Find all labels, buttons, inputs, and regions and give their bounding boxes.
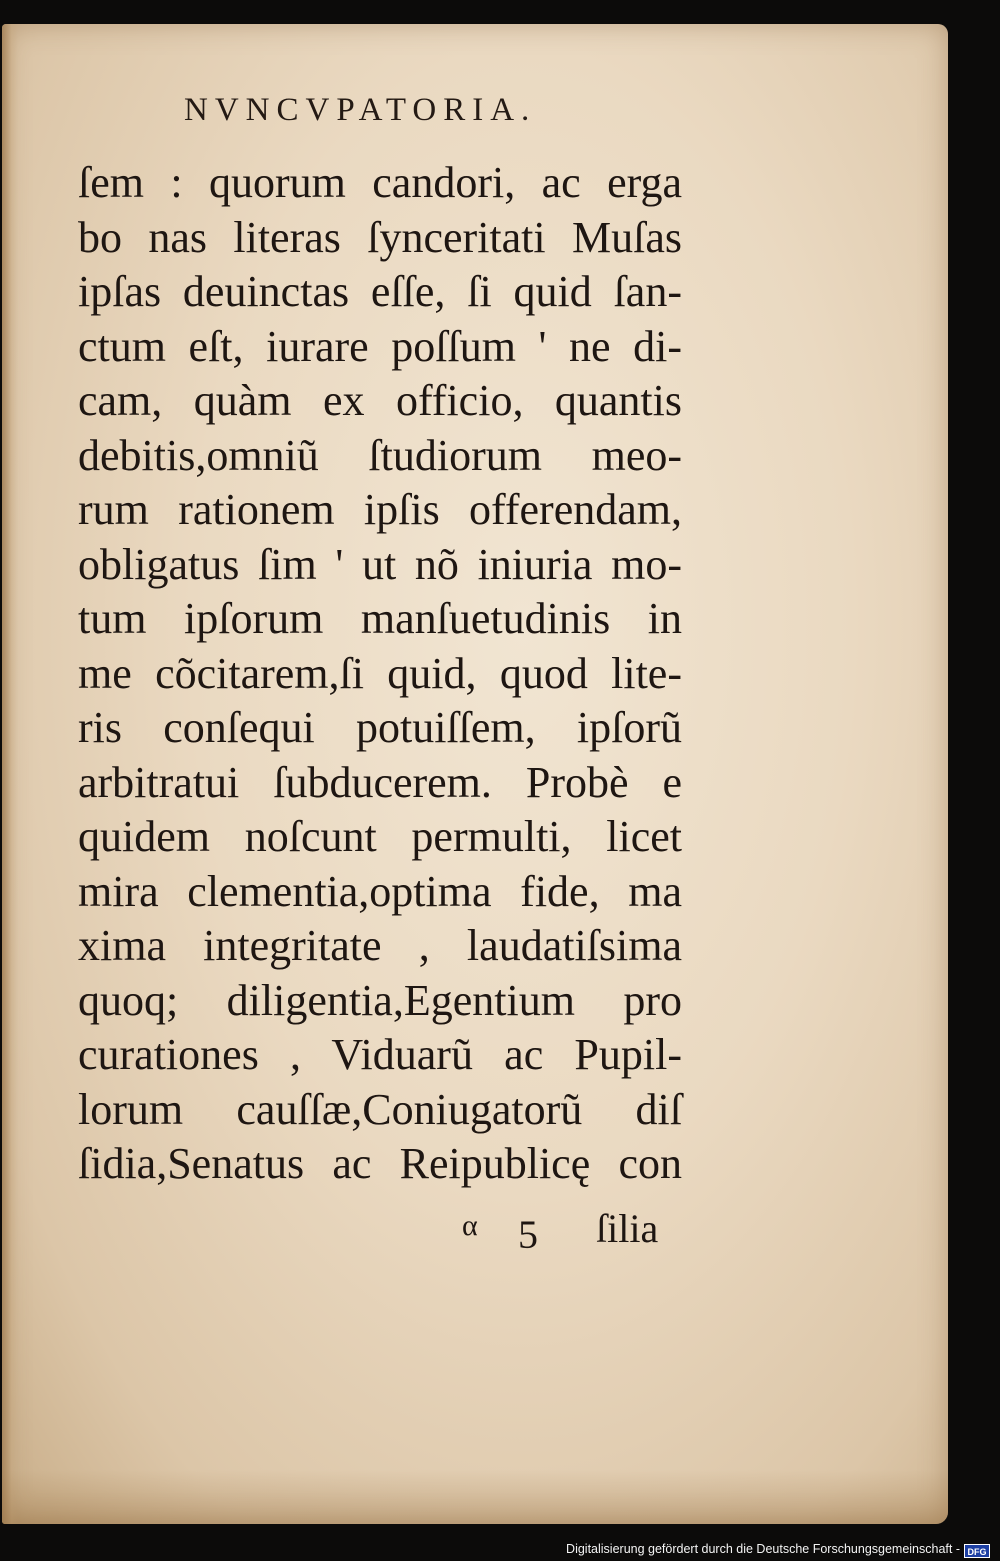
text-line: rum rationem ipſis offerendam,: [78, 485, 682, 534]
catchword: ſilia: [596, 1206, 659, 1251]
text-line: mira clementia,optima fide, ma: [78, 866, 682, 916]
signature-mark: α: [462, 1209, 478, 1242]
page-footer: [0, 1205, 1000, 1261]
text-line: ctum eſt, iurare poſſum ' ne di-: [78, 321, 682, 371]
text-line: tum ipſorum manſuetudinis in: [78, 594, 682, 643]
text-line: bo nas literas ſynceritati Muſas: [78, 212, 682, 262]
text-line: me cõcitarem,ſi quid, quod lite-: [78, 648, 682, 698]
text-line: ipſas deuinctas eſſe, ſi quid ſan-: [78, 267, 682, 316]
running-head: NVNCVPATORIA.: [184, 92, 537, 128]
credit-bar: [0, 1541, 1000, 1561]
text-line: lorum cauſſæ,Coniugatorũ diſ: [78, 1084, 682, 1134]
text-line: curationes , Viduarũ ac Pupil-: [78, 1030, 682, 1079]
funding-credit: Digitalisierung gefördert durch die Deutsche Forschungsgemeinschaft -: [566, 1542, 960, 1556]
text-line: ſidia,Senatus ac Reipublicę con: [78, 1139, 682, 1188]
body-text: [78, 156, 698, 1192]
text-line: quoq; diligentia,Egentium pro: [78, 975, 682, 1025]
text-line: cam, quàm ex officio, quantis: [78, 376, 682, 425]
page-edge-shadow: [2, 24, 18, 1524]
page-bottom-stain: [2, 1470, 948, 1524]
text-line: quidem noſcunt permulti, licet: [78, 812, 682, 861]
text-line: ſem : quorum candori, ac erga: [78, 158, 682, 207]
text-line: arbitratui ſubducerem. Probè e: [78, 757, 682, 807]
page-number: 5: [518, 1212, 538, 1257]
dfg-logo: DFG: [964, 1544, 990, 1558]
text-line: ris conſequi potuiſſem, ipſorũ: [78, 703, 682, 752]
text-line: debitis,omniũ ſtudiorum meo-: [78, 430, 682, 480]
text-line: obligatus ſim ' ut nõ iniuria mo-: [78, 539, 682, 589]
text-line: xima integritate , laudatiſsima: [78, 921, 682, 970]
